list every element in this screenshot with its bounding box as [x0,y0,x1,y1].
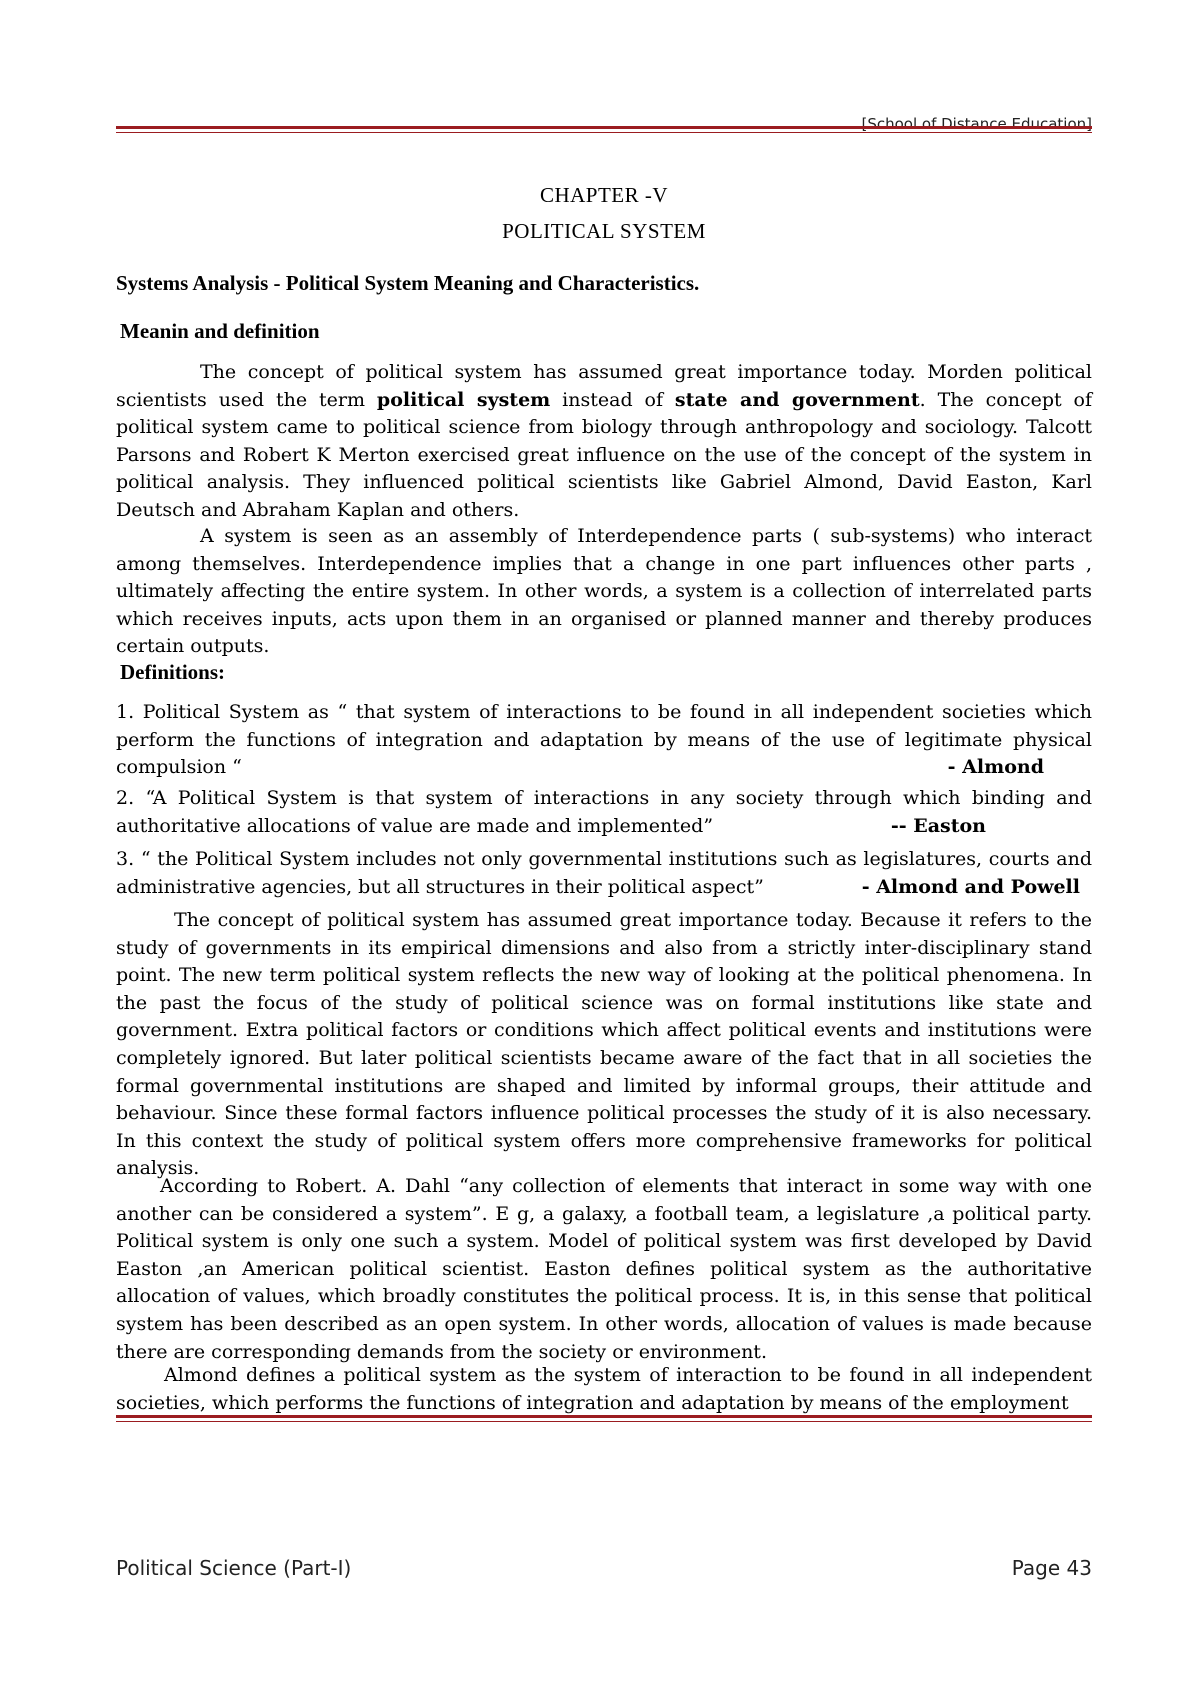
definition-1-author: - Almond [947,756,1044,779]
header-text: [School of Distance Education] [861,115,1092,133]
paragraph-5: Almond defines a political system as the system of interaction to be found in all independent societies, which performs the functions of integration and adaptation by means of the employment [116,1364,1092,1414]
chapter-title: CHAPTER -V [539,183,669,207]
paragraph-2: A system is seen as an assembly of Interdependence parts ( sub-systems) who interact among themselves. Interdependence implies that a change in one part influences other parts , ultimately affecting the entire system. In other words, a system is a collection of interrelated parts which receives inputs, acts upon them in an organised or planned manner and thereby produces certain outputs. [116,525,1092,658]
footer-rule [116,1415,1092,1422]
footer-page-number: Page 43 [1011,1556,1092,1580]
section-heading: Systems Analysis - Political System Meaning and Characteristics. [116,271,700,295]
chapter-subject: POLITICAL SYSTEM [502,219,706,243]
footer-course: Political Science (Part-I) [116,1556,352,1580]
term-state-government: state and government [674,388,920,411]
header-rule [116,126,1092,133]
term-political-system: political system [376,388,551,411]
paragraph-4: According to Robert. A. Dahl “any collection of elements that interact in some way with one another can be considered a system”. E g, a galaxy, a football team, a legislature ,a political party. Political system is only one such a system. Model of political system was first developed by David Easton ,an American political scientist. Easton defines political system as the authoritative allocation of values, which broadly constitutes the political process. It is, in this sense that political system has been described as an open system. In other words, allocation of values is made because there are corresponding demands from the society or environment. [116,1175,1092,1363]
paragraph-3: The concept of political system has assumed great importance today. Because it refers to the study of governments in its empirical dimensions and also from a strictly inter-disciplinary stand point. The new term political system reflects the new way of looking at the political phenomena. In the past the focus of the study of political science was on formal institutions like state and government. Extra political factors or conditions which affect political events and institutions were completely ignored. But later political scientists became aware of the fact that in all societies the formal governmental institutions are shaped and limited by informal groups, their attitude and behaviour. Since these formal factors influence political processes the study of it is also necessary. In this context the study of political system offers more comprehensive frameworks for political analysis. [116,909,1092,1180]
definition-1: 1. Political System as “ that system of interactions to be found in all independent societies which perform the functions of integration and adaptation by means of the use of legitimate physical compulsion “ - Almond [116,699,1092,782]
paragraph-1: The concept of political system has assumed great importance today. Morden political scientists used the term political system instead of state and government. The concept of political system came to political science from biology through anthropology and sociology. Talcott Parsons and Robert K Merton exercised great influence on the use of the concept of the system in political analysis. They influenced political scientists like Gabriel Almond, David Easton, Karl Deutsch and Abraham Kaplan and others. [116,361,1092,521]
definitions-heading: Definitions: [120,660,225,684]
definition-2-author: -- Easton [890,814,986,837]
definition-2: 2. “A Political System is that system of interactions in any society through which binding and authoritative allocations of value are made and implemented” -- Easton [116,785,1092,840]
definition-3: 3. “ the Political System includes not only governmental institutions such as legislatures, courts and administrative agencies, but all structures in their political aspect” - Almond and Powell [116,846,1092,901]
definition-3-author: - Almond and Powell [861,875,1080,898]
sub-heading: Meanin and definition [120,319,320,343]
